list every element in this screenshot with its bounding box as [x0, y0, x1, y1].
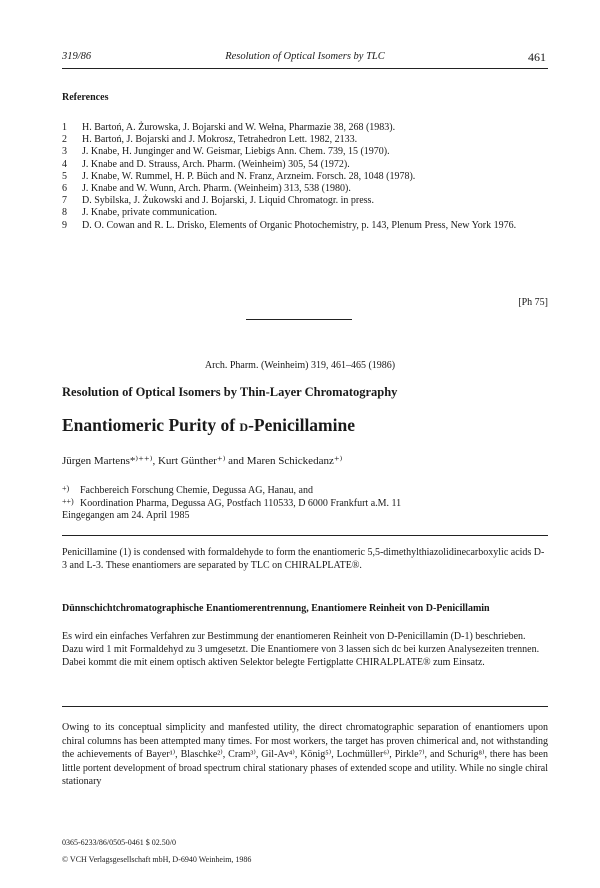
reference-item	[62, 220, 548, 232]
reference-item	[62, 122, 548, 134]
reference-text: H. Bartoń, J. Bojarski and J. Mokrosz, Tetrahedron Lett. 1982, 2133.	[82, 134, 358, 146]
copyright-line: © VCH Verlagsgesellschaft mbH, D-6940 Weinheim, 1986	[62, 855, 252, 864]
affiliation-1	[62, 485, 401, 498]
abstract-bottom-rule	[62, 706, 548, 707]
reference-text: J. Knabe, private communication.	[82, 207, 217, 219]
running-head	[62, 51, 548, 67]
body-paragraph: Owing to its conceptual simplicity and manfested utility, the direct chromatographic separation of enantiomers upon chiral columns has been attempted many times. For most workers, the target has proven chimerical and, not withstanding the achievements of Bayer¹⁾, Blaschke²⁾, Cram³⁾, Gil-Av⁴⁾, König⁵⁾, Lochmüller⁶⁾, Pirkle⁷⁾, and Schurig⁸⁾, there has been little portent development of broad spectrum chiral stationary phases of extended scope and utility. While no single chiral stationary	[62, 722, 548, 788]
author-line: Jürgen Martens*⁾⁺⁺⁾, Kurt Günther⁺⁾ and Maren Schickedanz⁺⁾	[62, 455, 343, 467]
reference-item	[62, 146, 548, 158]
affiliations	[62, 485, 401, 523]
journal-citation: Arch. Pharm. (Weinheim) 319, 461–465 (1986)	[204, 360, 396, 371]
reference-number: 9	[62, 219, 67, 231]
reference-text: H. Bartoń, A. Żurowska, J. Bojarski and W. Wełna, Pharmazie 38, 268 (1983).	[82, 122, 396, 133]
references-heading: References	[62, 92, 109, 103]
reference-number: 7	[62, 195, 67, 207]
issn-line: 0365-6233/86/0505-0461 $ 02.50/0	[62, 838, 176, 847]
reference-text: J. Knabe and D. Strauss, Arch. Pharm. (Weinheim) 305, 54 (1972).	[82, 158, 350, 170]
affiliation-1-text: Fachbereich Forschung Chemie, Degussa AG, Hanau, and	[80, 485, 313, 496]
abstract-english: Penicillamine (1) is condensed with formaldehyde to form the enantiomeric 5,5-dimethylthiazolidinecarboxylic acids D-3 and L-3. These enantiomers are separated by TLC on CHIRALPLATE®.	[62, 547, 545, 572]
page-number: 461	[528, 50, 546, 64]
reference-text: J. Knabe and W. Wunn, Arch. Pharm. (Weinheim) 313, 538 (1980).	[82, 183, 351, 195]
article-tag: [Ph 75]	[518, 297, 548, 308]
reference-number: 4	[62, 158, 67, 170]
reference-number: 6	[62, 183, 67, 195]
article-title	[62, 415, 355, 436]
reference-number: 5	[62, 170, 67, 182]
reference-text: J. Knabe, W. Rummel, H. P. Büch and N. Franz, Arzneim. Forsch. 28, 1048 (1978).	[82, 170, 416, 182]
reference-number: 8	[62, 207, 67, 219]
reference-item	[62, 159, 548, 171]
running-head-title: Resolution of Optical Isomers by TLC	[225, 51, 385, 62]
reference-item	[62, 195, 548, 207]
affiliation-mark-1: +)	[62, 484, 70, 493]
title-prefix: Enantiomeric Purity of	[62, 415, 240, 435]
reference-item	[62, 207, 548, 219]
reference-text: D. O. Cowan and R. L. Drisko, Elements of Organic Photochemistry, p. 143, Plenum Press, New York 1976.	[82, 219, 517, 231]
reference-text: J. Knabe, H. Junginger and W. Geismar, Liebigs Ann. Chem. 739, 15 (1970).	[82, 146, 390, 158]
received-date: Eingegangen am 24. April 1985	[62, 510, 190, 521]
affiliation-2-text: Koordination Pharma, Degussa AG, Postfach 110533, D 6000 Frankfurt a.M. 11	[80, 497, 402, 509]
title-suffix: -Penicillamine	[248, 415, 356, 435]
header-rule	[62, 68, 548, 69]
reference-number: 1	[62, 122, 67, 133]
series-title: Resolution of Optical Isomers by Thin-Layer Chromatography	[62, 385, 398, 399]
abstract-top-rule	[62, 535, 548, 536]
abstract-german: Es wird ein einfaches Verfahren zur Bestimmung der enantiomeren Reinheit von D-Penicillamin (D-1) beschrieben. Dazu wird 1 mit Formaldehyd zu 3 umgesetzt. Die Enantiomere von 3 lassen sich dc bei kurzen Analysezeiten trennen. Dabei kommt die mit einem optisch aktiven Selektor belegte Fertigplatte CHIRALPLATE® zum Einsatz.	[62, 631, 540, 668]
running-head-volume: 319/86	[62, 51, 92, 62]
affiliation-mark-2: ++)	[62, 496, 74, 506]
affiliation-2	[62, 498, 401, 511]
reference-number: 2	[62, 134, 67, 146]
reference-list	[62, 122, 548, 232]
reference-item	[62, 183, 548, 195]
reference-item	[62, 134, 548, 146]
reference-item	[62, 171, 548, 183]
german-title: Dünnschichtchromatographische Enantiomerentrennung, Enantiomere Reinheit von D-Penicillamin	[62, 603, 490, 614]
title-d-prefix: d	[239, 415, 249, 435]
reference-number: 3	[62, 146, 67, 158]
reference-text: D. Sybilska, J. Żukowski and J. Bojarski, J. Liquid Chromatogr. in press.	[82, 195, 374, 207]
section-divider	[246, 319, 352, 320]
